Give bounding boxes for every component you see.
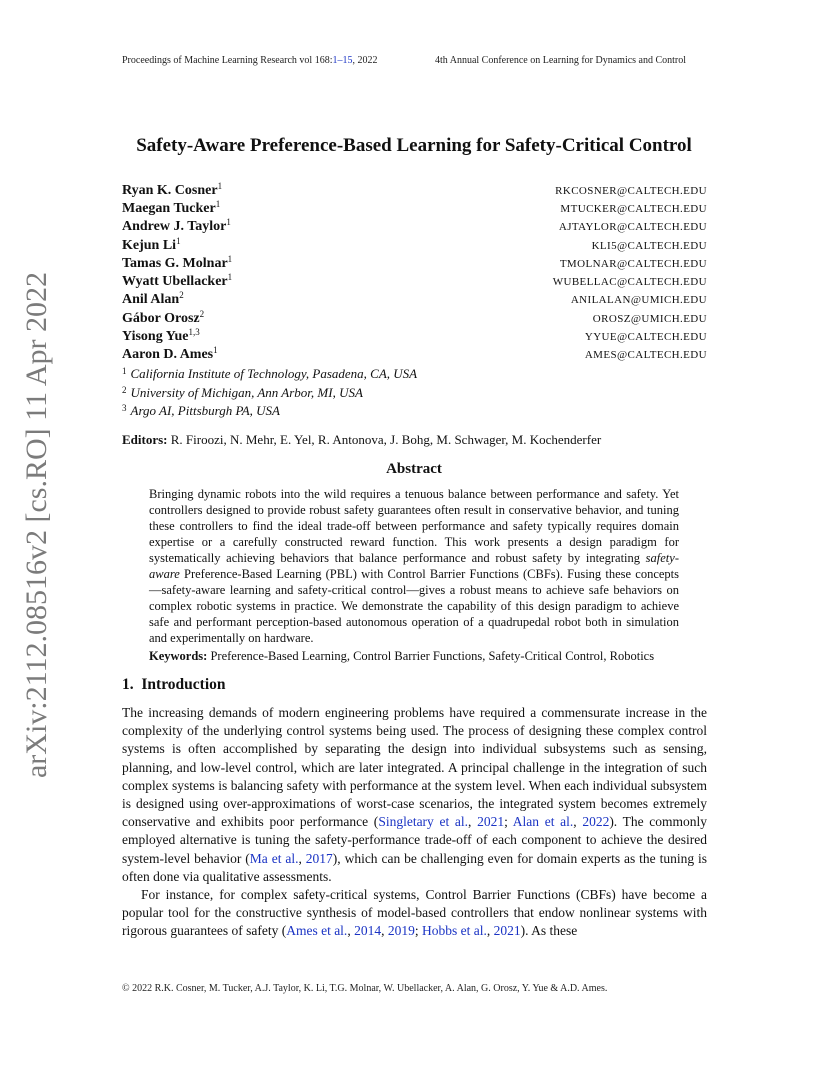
paper-title: Safety-Aware Preference-Based Learning for Safety-Critical Control xyxy=(136,135,692,156)
body-text: , xyxy=(347,923,355,939)
author-name: Kejun Li xyxy=(122,238,177,253)
citation-link[interactable]: 2021 xyxy=(493,923,521,939)
body-text: , xyxy=(298,850,306,866)
author-row xyxy=(122,255,707,273)
citation-link[interactable]: 2021 xyxy=(477,814,505,830)
body-text: ). As these xyxy=(520,923,578,939)
author-email[interactable]: AJTAYLOR@CALTECH.EDU xyxy=(558,221,707,233)
abstract-heading: Abstract xyxy=(386,461,442,477)
author-affiliation-mark: 1 xyxy=(176,236,181,246)
author-affiliation-mark: 2 xyxy=(179,290,184,300)
proceedings-year: , 2022 xyxy=(352,55,378,66)
author-email[interactable]: OROSZ@UMICH.EDU xyxy=(592,313,707,325)
abstract-emphasis: safety-aware xyxy=(149,551,679,581)
author-row xyxy=(122,310,707,328)
body-text: ; xyxy=(504,814,513,830)
author-name: Tamas G. Molnar xyxy=(122,256,228,271)
introduction-body xyxy=(122,704,707,941)
author-name: Ryan K. Cosner xyxy=(122,183,218,198)
body-text: The increasing demands of modern engineering problems have required a commensurate increase in the complexity of the underlying control systems being used. The process of designing these complex control systems is often accomplished by separating the design into individual subsystems such as sensing, planning, and low-level control, which are later integrated. A principal challenge in the integration of such complex systems is balancing safety with performance at the system level. When each individual subsystem is designed using over-approximations of worst-case scenarios, the integrated system becomes extremely conservative and exhibits poor performance ( xyxy=(122,705,707,830)
author-email[interactable]: WUBELLAC@CALTECH.EDU xyxy=(552,276,707,288)
author-affiliation-mark: 1,3 xyxy=(188,327,200,337)
citation-link[interactable]: Ma et al. xyxy=(249,850,299,866)
author-row xyxy=(122,291,707,309)
section-number: 1. xyxy=(122,676,134,693)
proceedings-text: Proceedings of Machine Learning Research vol 168: xyxy=(122,55,333,66)
body-text: , xyxy=(468,814,478,830)
abstract-body xyxy=(149,486,679,646)
affiliation-mark: 3 xyxy=(122,403,127,413)
body-text: ). The commonly employed alternative is tuning the safety-performance trade-off of each component to achieve the desired system-level behavior ( xyxy=(122,814,708,866)
author-name: Yisong Yue xyxy=(122,329,189,344)
affiliation xyxy=(122,366,417,382)
body-text: , xyxy=(486,923,494,939)
running-header-left xyxy=(122,55,378,66)
editors-line xyxy=(122,432,601,448)
author-email[interactable]: ANILALAN@UMICH.EDU xyxy=(570,294,707,306)
running-header-right: 4th Annual Conference on Learning for Dynamics and Control xyxy=(435,55,687,66)
author-row xyxy=(122,346,707,364)
arxiv-stamp[interactable]: arXiv:2112.08516v2 [cs.RO] 11 Apr 2022 xyxy=(20,271,53,779)
affiliation xyxy=(122,385,363,401)
affiliation-mark: 2 xyxy=(122,385,127,395)
author-email[interactable]: RKCOSNER@CALTECH.EDU xyxy=(555,185,707,197)
copyright-footer: © 2022 R.K. Cosner, M. Tucker, A.J. Taylor, K. Li, T.G. Molnar, W. Ubellacker, A. Alan, G. Orosz, Y. Yue & A.D. Ames. xyxy=(122,983,608,994)
page-range-link[interactable]: 1–15 xyxy=(332,55,353,66)
affiliation-text: University of Michigan, Ann Arbor, MI, USA xyxy=(130,385,363,400)
author-affiliation-mark: 1 xyxy=(213,345,218,355)
editors-names: R. Firoozi, N. Mehr, E. Yel, R. Antonova, J. Bohg, M. Schwager, M. Kochenderfer xyxy=(170,432,602,447)
editors-label: Editors: xyxy=(122,432,168,447)
keywords-text: Preference-Based Learning, Control Barrier Functions, Safety-Critical Control, Robotics xyxy=(210,649,655,663)
citation-link[interactable]: Singletary et al. xyxy=(378,814,469,830)
author-name: Andrew J. Taylor xyxy=(122,219,227,234)
affiliation-text: California Institute of Technology, Pasadena, CA, USA xyxy=(130,366,418,381)
citation-link[interactable]: Hobbs et al. xyxy=(421,923,487,939)
author-row xyxy=(122,237,707,255)
citation-link[interactable]: 2022 xyxy=(582,814,610,830)
author-affiliation-mark: 1 xyxy=(215,199,221,209)
author-email[interactable]: AMES@CALTECH.EDU xyxy=(584,349,707,361)
author-row xyxy=(122,218,707,236)
author-affiliation-mark: 1 xyxy=(217,181,223,191)
author-name: Maegan Tucker xyxy=(122,201,216,216)
keywords-line xyxy=(149,649,694,664)
author-row xyxy=(122,200,707,218)
author-name: Anil Alan xyxy=(122,292,180,307)
abstract-text: Preference-Based Learning (PBL) with Control Barrier Functions (CBFs). Fusing these concepts—safety-aware learning and safety-critical control—gives a robust means to achieve safe behaviors on complex robotic systems in practice. We demonstrate the capability of this design paradigm to achieve safe and performant perception-based autonomous operation of a quadrupedal robot both in simulation and experimentally on hardware. xyxy=(149,567,679,645)
author-name: Wyatt Ubellacker xyxy=(122,274,228,289)
author-affiliation-mark: 1 xyxy=(227,254,233,264)
body-text: , xyxy=(381,923,388,939)
citation-link[interactable]: Ames et al. xyxy=(286,923,348,939)
citation-link[interactable]: 2019 xyxy=(387,923,415,939)
abstract-text: Bringing dynamic robots into the wild requires a tenuous balance between performance and safety. Yet controllers designed to provide robust safety guarantees often result in conservative behavior, and tuning these controllers to find the ideal trade-off between performance and safety typically requires domain expertise or a carefully constructed reward function. This work presents a design paradigm for systematically achieving behaviors that balance performance and robust safety by integrating xyxy=(149,487,679,565)
keywords-label: Keywords: xyxy=(149,649,208,663)
author-email[interactable]: TMOLNAR@CALTECH.EDU xyxy=(559,258,707,270)
affiliation-mark: 1 xyxy=(122,366,127,376)
affiliation-text: Argo AI, Pittsburgh PA, USA xyxy=(130,403,280,418)
paragraph xyxy=(122,886,707,941)
body-text: ; xyxy=(414,923,422,939)
body-text: , xyxy=(573,814,583,830)
affiliation xyxy=(122,403,280,419)
paragraph xyxy=(122,704,707,886)
author-affiliation-mark: 2 xyxy=(199,309,205,319)
author-row xyxy=(122,182,707,200)
author-email[interactable]: KLI5@CALTECH.EDU xyxy=(591,240,707,252)
author-email[interactable]: MTUCKER@CALTECH.EDU xyxy=(560,203,707,215)
citation-link[interactable]: Alan et al. xyxy=(512,814,574,830)
author-row xyxy=(122,273,707,291)
author-affiliation-mark: 1 xyxy=(226,217,231,227)
author-name: Aaron D. Ames xyxy=(122,347,214,362)
author-name: Gábor Orosz xyxy=(122,311,200,326)
body-text: For instance, for complex safety-critical systems, Control Barrier Functions (CBFs) have become a popular tool for the constructive synthesis of model-based controllers that endow nonlinear systems with rigorous guarantees of safety ( xyxy=(122,887,707,939)
section-heading xyxy=(122,676,226,694)
citation-link[interactable]: 2014 xyxy=(354,923,382,939)
author-row xyxy=(122,328,707,346)
body-text: ), which can be challenging even for domain experts as the tuning is often done via qualitative assessments. xyxy=(122,850,708,884)
section-title: Introduction xyxy=(141,676,226,693)
author-email[interactable]: YYUE@CALTECH.EDU xyxy=(584,331,707,343)
citation-link[interactable]: 2017 xyxy=(305,850,333,866)
author-affiliation-mark: 1 xyxy=(227,272,233,282)
